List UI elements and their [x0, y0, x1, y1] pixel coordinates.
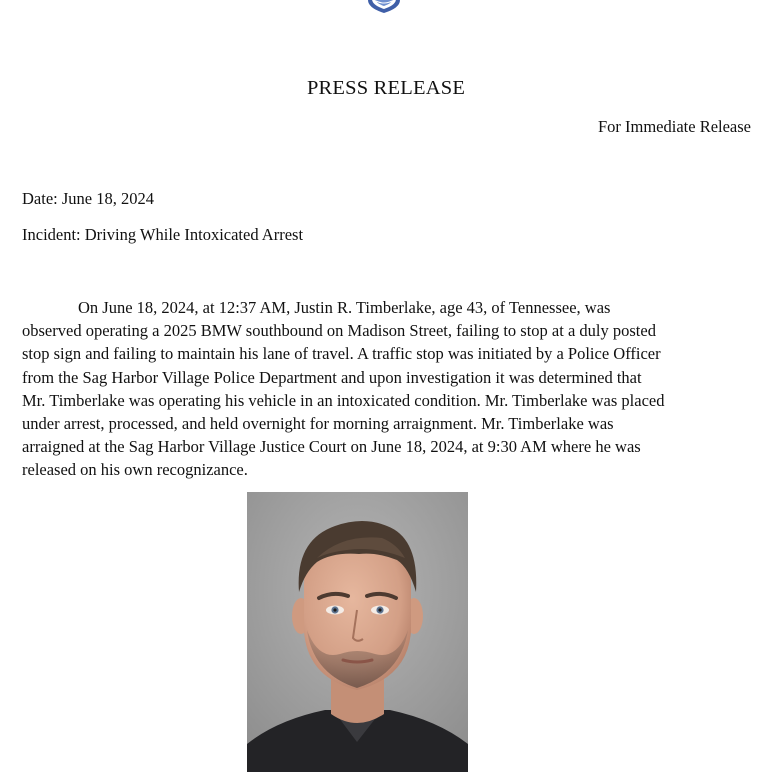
body-line: arraigned at the Sag Harbor Village Justice Court on June 18, 2024, at 9:30 AM where he was: [22, 437, 641, 457]
press-release-body: [22, 296, 762, 482]
incident-type: Incident: Driving While Intoxicated Arrest: [22, 225, 304, 244]
department-seal-icon: [366, 0, 402, 14]
body-line: stop sign and failing to maintain his lane of travel. A traffic stop was initiated by a Police Officer: [22, 344, 661, 364]
body-line: Mr. Timberlake was operating his vehicle in an intoxicated condition. Mr. Timberlake was placed: [22, 390, 665, 410]
body-line: under arrest, processed, and held overnight for morning arraignment. Mr. Timberlake was: [22, 414, 614, 434]
body-line: On June 18, 2024, at 12:37 AM, Justin R. Timberlake, age 43, of Tennessee, was: [78, 298, 611, 317]
page-title: PRESS RELEASE: [306, 77, 466, 99]
release-date: Date: June 18, 2024: [22, 189, 154, 208]
body-line: observed operating a 2025 BMW southbound on Madison Street, failing to stop at a duly posted: [22, 321, 656, 341]
body-line: from the Sag Harbor Village Police Department and upon investigation it was determined that: [22, 367, 642, 387]
body-line: released on his own recognizance.: [22, 460, 248, 480]
booking-photo: [247, 492, 468, 772]
release-note: For Immediate Release: [597, 117, 751, 136]
